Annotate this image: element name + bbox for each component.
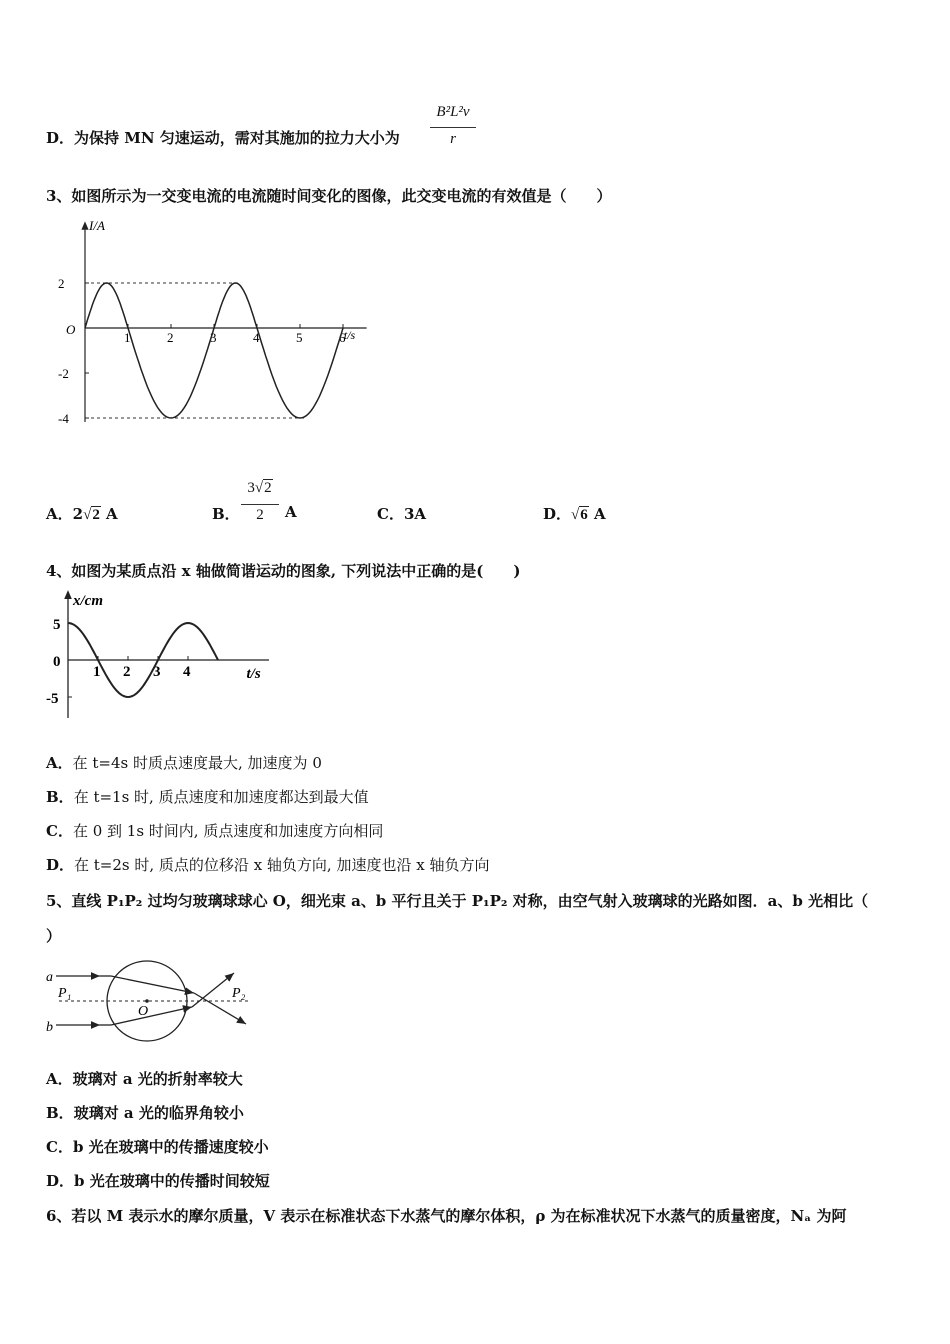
fraction-numerator: B²L²v: [436, 104, 470, 120]
fraction-bar: [430, 127, 476, 128]
option-text: b 光在玻璃中的传播时间较短: [74, 1172, 270, 1190]
label-p2: P₂: [232, 986, 246, 1001]
q4-option-c: [46, 821, 383, 841]
q5-option-c: [46, 1137, 269, 1157]
x-tick-label: 1: [93, 664, 101, 680]
radicand: 2: [264, 480, 272, 496]
x-tick-label: 4: [253, 330, 260, 345]
q3-option-c: [377, 503, 426, 524]
y-axis-label: x/cm: [73, 593, 103, 609]
ray-b-exit: [192, 973, 234, 1007]
x-axis-label: t/s: [246, 666, 261, 682]
option-label: C．: [46, 822, 73, 840]
option-text: 在 t=4s 时质点速度最大, 加速度为 0: [72, 754, 322, 772]
q3-option-a: A．2√2 A: [46, 505, 118, 523]
x-tick-label: 4: [183, 664, 191, 680]
option-value: 2: [72, 505, 84, 523]
q4-option-a: [46, 753, 322, 773]
option-text: 玻璃对 a 光的折射率较大: [72, 1070, 243, 1088]
q5-stem-line2: ）: [46, 927, 62, 945]
option-label: D．: [543, 505, 572, 523]
option-label: C．: [46, 1138, 73, 1156]
q4-option-b: [46, 787, 369, 807]
label-a: a: [46, 970, 53, 985]
q4-displacement-time-chart: [44, 590, 261, 722]
option-label: B．: [46, 788, 74, 806]
y-tick-label: 0: [53, 654, 61, 670]
x-tick-label: 5: [296, 330, 303, 345]
y-axis-label: I/A: [89, 218, 105, 233]
q4-stem: 4、如图为某质点沿 x 轴做简谐运动的图象, 下列说法中正确的是( ): [46, 562, 521, 580]
ray-a-refracted: [111, 976, 194, 993]
option-value: 3A: [403, 505, 427, 523]
q3-option-b-label: B．: [212, 505, 240, 523]
x-tick-label: 6: [339, 330, 346, 345]
q3-option-b-unit: A: [285, 503, 297, 521]
q3-current-time-chart: [50, 215, 380, 440]
q6-stem: 6、若以 M 表示水的摩尔质量，V 表示在标准状态下水蒸气的摩尔体积，ρ 为在标准状况下水蒸气的质量密度，Nₐ 为阿: [46, 1207, 847, 1225]
q4-option-d: [46, 855, 489, 875]
x-tick-label: 2: [123, 664, 131, 680]
q3-stem: 3、如图所示为一交变电流的电流随时间变化的图像，此交变电流的有效值是（ ）: [46, 187, 612, 205]
x-tick-label: 3: [210, 330, 217, 345]
q3-option-b-numerator: 3√2: [247, 480, 272, 496]
option-text: 在 t=1s 时, 质点速度和加速度都达到最大值: [73, 788, 369, 806]
label-o: O: [138, 1004, 149, 1019]
option-text: 玻璃对 a 光的临界角较小: [73, 1104, 244, 1122]
q5-glass-sphere-diagram: [44, 955, 259, 1040]
option-label: B．: [46, 1104, 74, 1122]
q2-option-d: [46, 128, 400, 148]
q5-stem-line1: 5、直线 P₁P₂ 过均匀玻璃球球心 O，细光束 a、b 平行且关于 P₁P₂ 对称，由空气射入玻璃球的光路如图．a、b 光相比（: [46, 892, 869, 910]
origin-label: O: [66, 322, 76, 337]
y-tick-label: -4: [58, 411, 69, 426]
x-axis-label: t/s: [343, 328, 356, 342]
label-p1: P₁: [58, 986, 72, 1001]
option-text: 在 t=2s 时, 质点的位移沿 x 轴负方向, 加速度也沿 x 轴负方向: [74, 856, 490, 874]
ray-b-refracted: [111, 1007, 192, 1025]
x-tick-label: 1: [124, 330, 131, 345]
q5-option-b: [46, 1103, 244, 1123]
y-tick-label: -5: [46, 691, 59, 707]
option-label: D．: [46, 1172, 75, 1190]
center-point: [145, 999, 149, 1003]
option-label: A．: [46, 505, 73, 523]
q3-option-b-denominator: 2: [256, 507, 264, 523]
current-curve-segment: [85, 283, 128, 328]
numerator-coef: 3: [247, 480, 255, 496]
q5-option-a: [46, 1069, 243, 1089]
option-label: D．: [46, 856, 75, 874]
radicand: 2: [92, 507, 100, 523]
x-tick-label: 3: [153, 664, 161, 680]
current-curve-segment: [214, 283, 257, 328]
option-unit: A: [106, 505, 118, 523]
option-label: D．: [46, 129, 75, 147]
radicand: 6: [580, 507, 588, 523]
option-label: C．: [377, 505, 404, 523]
fraction-bar: [241, 504, 279, 505]
y-tick-label: 2: [58, 276, 65, 291]
y-tick-label: -2: [58, 366, 69, 381]
option-text: b 光在玻璃中的传播速度较小: [72, 1138, 269, 1156]
option-text: 为保持 MN 匀速运动，需对其施加的拉力大小为: [74, 129, 400, 147]
option-label: A．: [46, 1070, 73, 1088]
option-label: A．: [46, 754, 73, 772]
option-text: 在 0 到 1s 时间内, 质点速度和加速度方向相同: [72, 822, 384, 840]
q5-option-d: [46, 1171, 270, 1191]
option-unit: A: [593, 505, 606, 523]
fraction-denominator: r: [450, 131, 456, 147]
label-b: b: [46, 1020, 53, 1035]
y-tick-label: 5: [53, 617, 61, 633]
x-tick-label: 2: [167, 330, 174, 345]
q3-option-d: D．√6 A: [543, 505, 606, 523]
